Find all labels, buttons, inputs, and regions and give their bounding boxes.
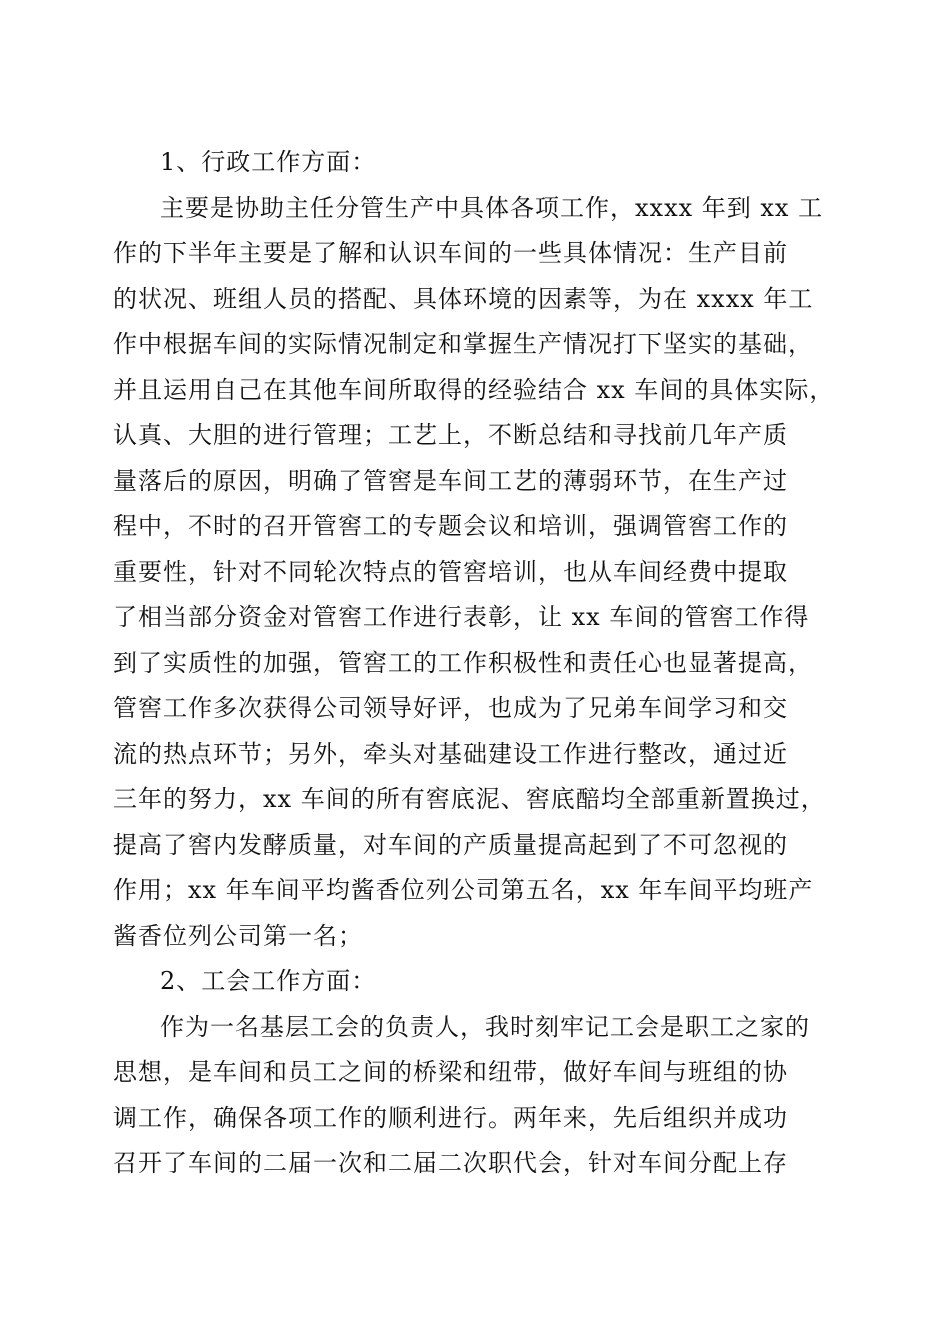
paragraph-line: 思想，是车间和员工之间的桥梁和纽带，做好车间与班组的协 [113, 1058, 788, 1086]
paragraph-line: 作用；xx 年车间平均酱香位列公司第五名，xx 年车间平均班产 [113, 876, 814, 904]
paragraph-line: 量落后的原因，明确了管窖是车间工艺的薄弱环节，在生产过 [113, 466, 788, 495]
paragraph-line: 程中，不时的召开管窖工的专题会议和培训，强调管窖工作的 [113, 512, 788, 540]
paragraph-line: 重要性，针对不同轮次特点的管窖培训，也从车间经费中提取 [113, 557, 788, 586]
paragraph-line: 了相当部分资金对管窖工作进行表彰，让 xx 车间的管窖工作得 [113, 603, 810, 631]
paragraph-line: 管窖工作多次获得公司领导好评，也成为了兄弟车间学习和交 [113, 694, 788, 722]
paragraph-line: 调工作，确保各项工作的顺利进行。两年来，先后组织并成功 [113, 1103, 788, 1132]
paragraph-line: 作为一名基层工会的负责人，我时刻牢记工会是职工之家的 [160, 1012, 810, 1041]
paragraph-line: 提高了窖内发酵质量，对车间的产质量提高起到了不可忽视的 [113, 830, 788, 859]
paragraph-line: 召开了车间的二届一次和二届二次职代会，针对车间分配上存 [113, 1149, 788, 1177]
paragraph-line: 到了实质性的加强，管窖工的工作积极性和责任心也显著提高， [113, 648, 813, 677]
paragraph-line: 的状况、班组人员的搭配、具体环境的因素等，为在 xxxx 年工 [113, 284, 814, 313]
paragraph-line: 酱香位列公司第一名； [113, 921, 363, 950]
paragraph-line: 流的热点环节；另外，牵头对基础建设工作进行整改，通过近 [113, 739, 788, 768]
paragraph-line: 并且运用自己在其他车间所取得的经验结合 xx 车间的具体实际， [113, 375, 835, 404]
paragraph-line: 作中根据车间的实际情况制定和掌握生产情况打下坚实的基础， [113, 330, 813, 358]
paragraph-line: 主要是协助主任分管生产中具体各项工作，xxxx 年到 xx 工 [160, 193, 824, 222]
section-heading: 2、工会工作方面： [160, 967, 377, 995]
paragraph-line: 认真、大胆的进行管理；工艺上，不断总结和寻找前几年产质 [113, 421, 788, 449]
paragraph-line: 作的下半年主要是了解和认识车间的一些具体情况：生产目前 [113, 239, 788, 267]
section-heading: 1、行政工作方面： [160, 148, 377, 176]
paragraph-line: 三年的努力，xx 车间的所有窖底泥、窖底醅均全部重新置换过， [113, 785, 826, 813]
document-body [113, 140, 850, 1187]
